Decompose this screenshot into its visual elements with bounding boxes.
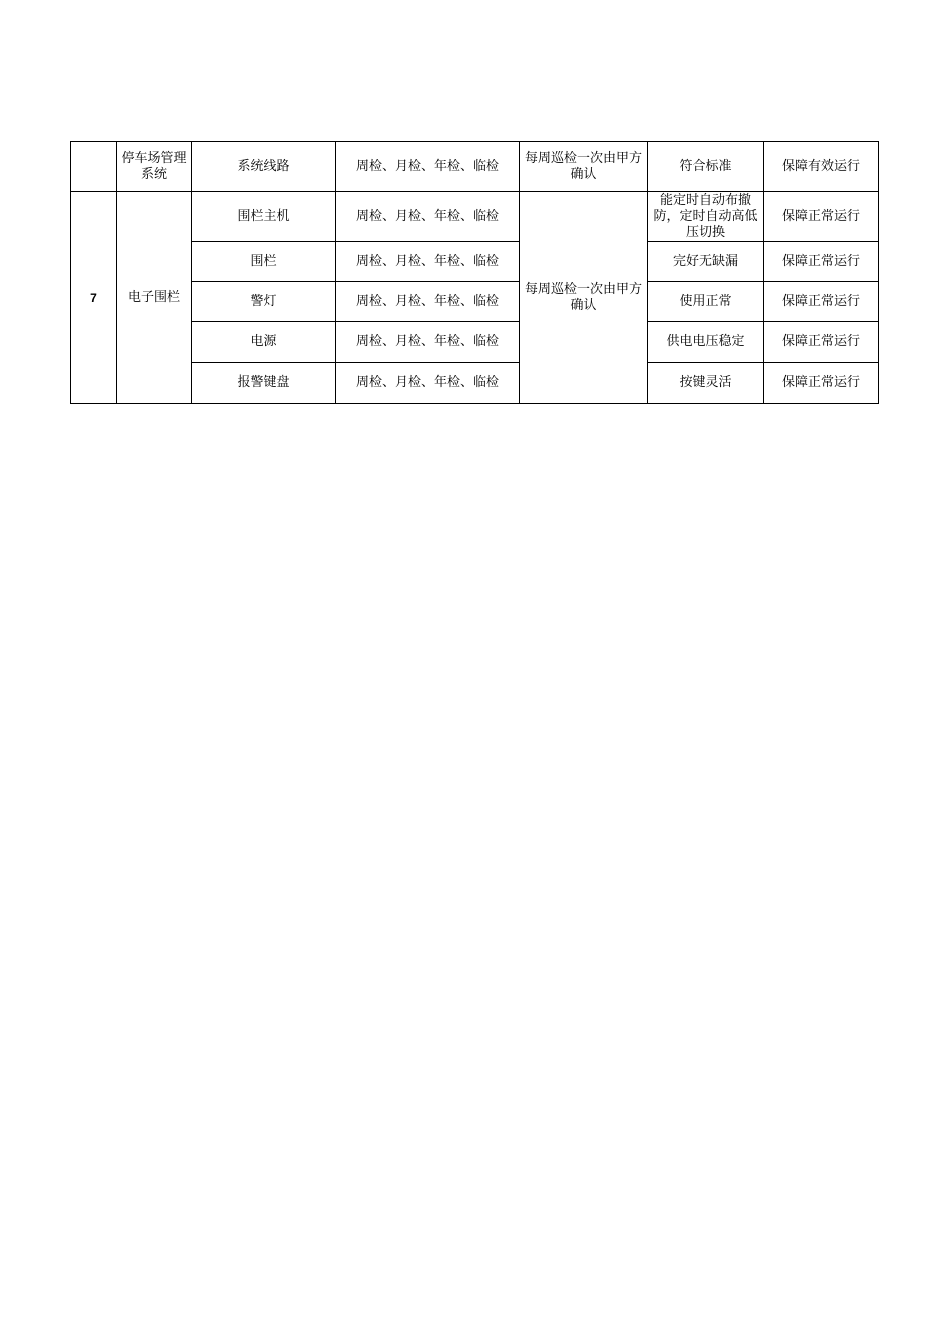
inspection-cycle-cell: 周检、月检、年检、临检 — [336, 142, 520, 192]
goal-cell: 保障正常运行 — [764, 242, 879, 282]
row-number-cell — [71, 142, 117, 192]
inspection-cycle-cell: 周检、月检、年检、临检 — [336, 322, 520, 363]
goal-cell: 保障有效运行 — [764, 142, 879, 192]
inspection-cycle-cell: 周检、月检、年检、临检 — [336, 282, 520, 322]
table-row — [71, 363, 879, 404]
inspection-cycle-cell: 周检、月检、年检、临检 — [336, 242, 520, 282]
goal-cell: 保障正常运行 — [764, 363, 879, 404]
maintenance-table — [70, 141, 879, 404]
goal-cell: 保障正常运行 — [764, 322, 879, 363]
row-number-cell: 7 — [71, 192, 117, 404]
item-cell: 系统线路 — [192, 142, 336, 192]
goal-cell: 保障正常运行 — [764, 192, 879, 242]
item-cell: 报警键盘 — [192, 363, 336, 404]
system-name-cell: 电子围栏 — [117, 192, 192, 404]
inspection-cycle-cell: 周检、月检、年检、临检 — [336, 363, 520, 404]
item-cell: 围栏主机 — [192, 192, 336, 242]
standard-cell: 完好无缺漏 — [648, 242, 764, 282]
item-cell: 电源 — [192, 322, 336, 363]
standard-cell: 供电电压稳定 — [648, 322, 764, 363]
confirmation-cell: 每周巡检一次由甲方确认 — [520, 142, 648, 192]
standard-cell: 能定时自动布撤防，定时自动高低压切换 — [648, 192, 764, 242]
table-row — [71, 242, 879, 282]
inspection-cycle-cell: 周检、月检、年检、临检 — [336, 192, 520, 242]
table-row — [71, 142, 879, 192]
item-cell: 围栏 — [192, 242, 336, 282]
confirmation-cell: 每周巡检一次由甲方确认 — [520, 192, 648, 404]
table-row — [71, 192, 879, 242]
system-name-cell: 停车场管理系统 — [117, 142, 192, 192]
standard-cell: 使用正常 — [648, 282, 764, 322]
goal-cell: 保障正常运行 — [764, 282, 879, 322]
table-row — [71, 322, 879, 363]
table-row — [71, 282, 879, 322]
standard-cell: 符合标准 — [648, 142, 764, 192]
standard-cell: 按键灵活 — [648, 363, 764, 404]
item-cell: 警灯 — [192, 282, 336, 322]
